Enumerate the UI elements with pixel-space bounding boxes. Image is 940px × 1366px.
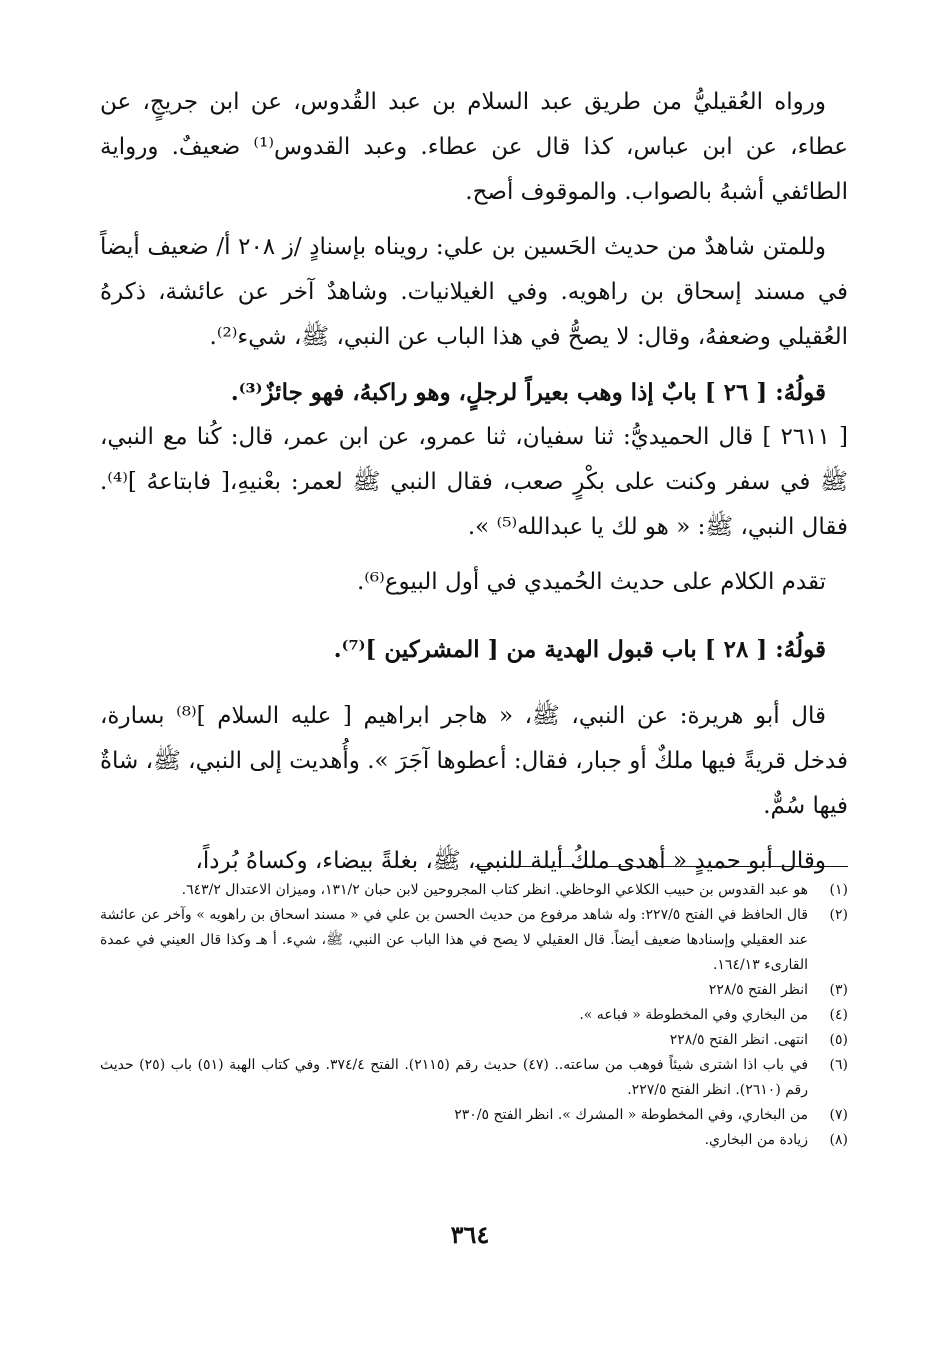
footnote-text: قال الحافظ في الفتح ٢٢٧/٥: وله شاهد مرفوع من حديث الحسن بن علي في « مسند اسحاق بن راهويه » وآخر عن عائشة عند العقيلي وإسنادها ضعيف أيضاً. قال العقيلي لا يصح في هذا الباب عن النبي، ﷺ، شيء. أ هـ وكذا قال العيني في عمدة القارىء ١٦٤/١٣. [100,907,808,973]
footnote-number: (٨) [829,1132,848,1148]
paragraph-supporting-witness: وللمتن شاهدٌ من حديث الحَسين بن علي: رويناه بإسنادٍ /ز ٢٠٨ أ/ ضعيف أيضاً في مسند إسحاق بن راهويه. وفي الغيلانيات. وشاهدٌ آخر عن عائشة، ذكرهُ العُقيلي وضعفهُ، وقال: لا يصحُّ في هذا الباب عن النبي، ﷺ، شيء⁽²⁾. [100,234,848,350]
footnote-text: زيادة من البخاري. [704,1132,808,1148]
footnote-number: (٢) [829,907,848,923]
footnote [100,1053,848,1103]
footnote-number: (٥) [829,1032,848,1048]
footnote-number: (٤) [829,1007,848,1023]
footnote-text: من البخاري وفي المخطوطة « فباعه ». [579,1007,808,1023]
footnote [100,903,848,978]
footnote [100,978,848,1003]
footnote [100,1028,848,1053]
paragraph-abu-hurayra: قال أبو هريرة: عن النبي، ﷺ، « هاجر ابراهيم [ عليه السلام ]⁽⁸⁾ بسارة، فدخل قريةً فيها ملكٌ أو جبار، فقال: أعطوها آجَرَ ». وأُهديت إلى النبي، ﷺ، شاةٌ فيها سُمٌّ. [100,703,848,819]
chapter-heading-28: قولُهُ: [ ٢٨ ] باب قبول الهدية من [ المشركين ]⁽⁷⁾. [333,636,826,663]
footnotes [100,878,848,1153]
footnote [100,1128,848,1153]
footnote-number: (٧) [829,1107,848,1123]
paragraph-humaydi-reference: تقدم الكلام على حديث الحُميدي في أول البيوع⁽⁶⁾. [356,569,826,595]
paragraph-aqili-narration: ورواه العُقيليُّ من طريق عبد السلام بن عبد القُدوس، عن ابن جريجٍ، عن عطاء، عن ابن عباس، كذا قال عن عطاء. وعبد القدوس⁽¹⁾ ضعيفٌ. ورواية الطائفي أشبهُ بالصواب. والموقوف أصح. [100,89,849,205]
paragraph-abu-humayd: وقال أبو حميدٍ « أهدى ملكُ أيلة للنبي، ﷺ، بغلةً بيضاء، وكساهُ بُرداً، [195,848,826,874]
footnote [100,878,848,903]
footnote-number: (٣) [829,982,848,998]
chapter-heading-26: قولُهُ: [ ٢٦ ] بابٌ إذا وهب بعيراً لرجلٍ، وهو راكبهُ، فهو جائزٌ⁽³⁾. [230,379,826,406]
footnote-separator [475,866,848,867]
footnote-number: (٦) [829,1057,848,1073]
footnote-text: انتهى. انظر الفتح ٢٢٨/٥ [669,1032,808,1048]
page-number: ٣٦٤ [450,1220,490,1249]
footnote-text: انظر الفتح ٢٢٨/٥ [708,982,808,998]
main-text [100,80,848,894]
footnote-text: في باب اذا اشترى شيئاً فوهب من ساعته.. (٤٧) حديث رقم (٢١١٥). الفتح ٣٧٤/٤. وفي كتاب الهبة (٥١) باب (٢٥) حديث رقم (٢٦١٠). انظر الفتح ٢٢٧/٥. [100,1057,809,1098]
footnote-text: من البخاري، وفي المخطوطة « المشرك ». انظر الفتح ٢٣٠/٥ [454,1107,808,1123]
footnote-number: (١) [829,882,848,898]
hadith-2611: [ ٢٦١١ ] قال الحميديُّ: ثنا سفيان، ثنا عمرو، عن ابن عمر، قال: كُنا مع النبي، ﷺ في سفر وكنت على بكْرٍ صعب، فقال النبي ﷺ لعمر: بعْنيهِ،[ فابتاعهُ ]⁽⁴⁾. فقال النبي، ﷺ: « هو لك يا عبدالله⁽⁵⁾ ». [100,424,848,540]
footnote [100,1103,848,1128]
footnote-text: هو عبد القدوس بن حبيب الكلاعي الوحاظي. انظر كتاب المجروحين لابن حبان ١٣١/٢، وميزان الاعتدال ٦٤٣/٢. [181,882,808,898]
footnote [100,1003,848,1028]
